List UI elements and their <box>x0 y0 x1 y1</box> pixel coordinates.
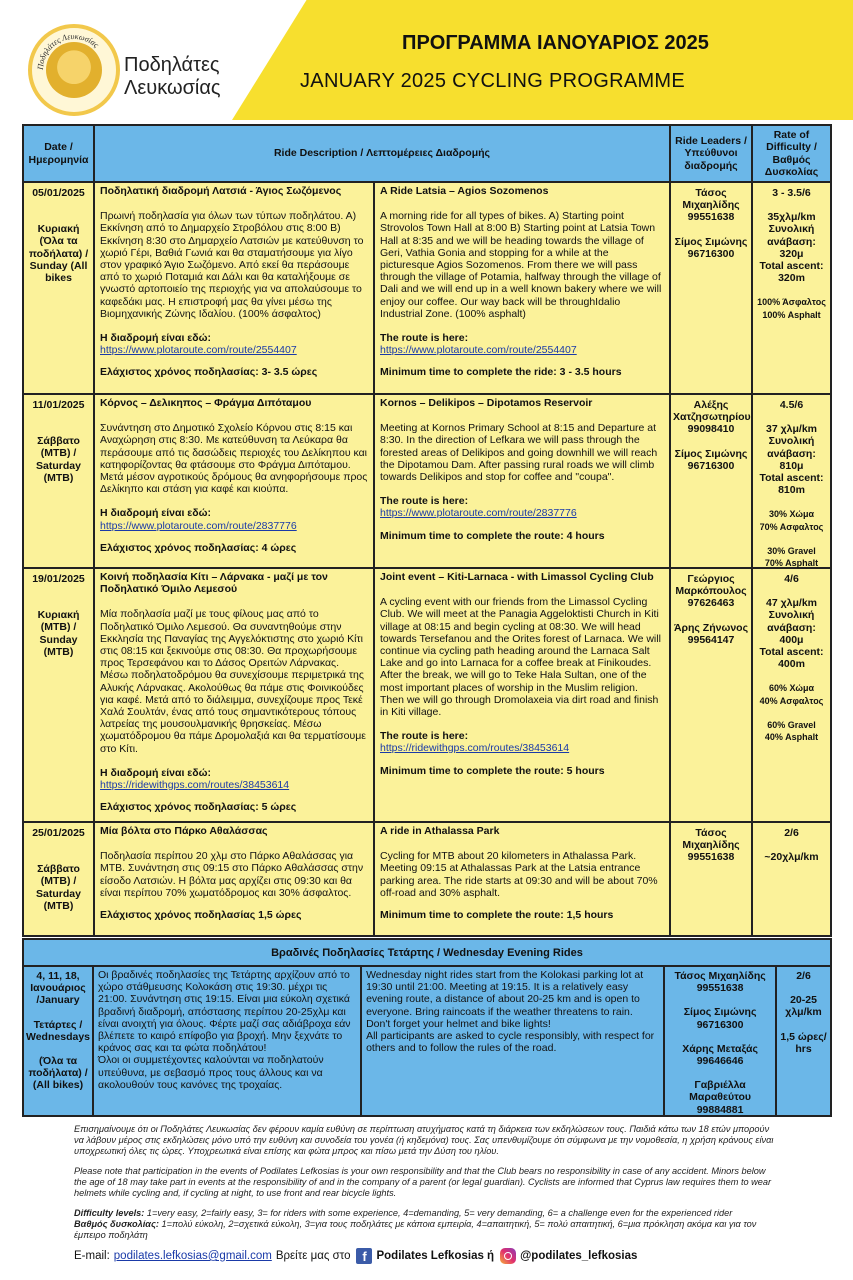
route-link[interactable]: https://www.plotaroute.com/route/2554407 <box>100 344 297 357</box>
ride-title-english: A Ride Latsia – Agios Sozomenos <box>380 185 549 197</box>
difficulty-label-en: Difficulty levels: <box>74 1208 145 1218</box>
wednesday-dates: 4, 11, 18, Ιανουάριος /January <box>30 970 86 1007</box>
difficulty-detail: Total ascent: 810m <box>759 472 824 497</box>
club-name-line1: Ποδηλάτες <box>124 54 220 76</box>
wednesday-leaders <box>665 967 777 1115</box>
leader-phone: 96716300 <box>687 459 735 472</box>
contact-line <box>74 1248 834 1264</box>
wednesday-bikes: (Όλα τα ποδήλατα) / (All bikes) <box>28 1055 88 1092</box>
ride-days: Σάββατο (MTB) / Saturday (MTB) <box>36 863 81 912</box>
route-label: Η διαδρομή είναι εδώ: <box>100 507 212 520</box>
difficulty-text-gr: 1=πολύ εύκολη, 2=σχετικά εύκολη, 3=για τους ποδηλάτες με κάποια εμπειρία, 4=απαιτητική, 5= πολύ απαιτητική, 6=μια πρόκληση ακόμα και για τον έμπειρο ποδηλάτη <box>74 1219 757 1240</box>
difficulty-detail: 47 χλμ/km <box>766 597 817 610</box>
ride-days: Κυριακή (Όλα τα ποδήλατα) / Sunday (All bikes <box>28 223 89 285</box>
route-label: The route is here: <box>380 495 469 508</box>
wednesday-gr-text: Οι βραδινές ποδηλασίες της Τετάρτης αρχίζουν από το χώρο στάθμευσης Κολοκάση στις 19:30. μέχρι τις 21:00. Συνάντηση στις 19:15. Είναι μια εύκολη σχετικά βραδινή διαδρομή, απόστασης περίπου 20-25χλμ και είναι ανοιχτή για όλους. Φέρτε μαζί σας αδιάβροχα εάν βλέπετε το καιρό επίφοβο για βροχή. Μην ξεχνάτε το κράνος σας και τα φώτα ποδηλάτου! <box>98 969 351 1055</box>
leader-name: Γεώργιος Μαρκόπουλος <box>675 573 747 598</box>
ride-title-greek: Κοινή ποδηλασία Κίτι – Λάρνακα - μαζί με τον Ποδηλατικό Όμιλο Λεμεσού <box>100 571 328 596</box>
difficulty-detail: 30% Gravel <box>767 545 816 556</box>
club-name-line2: Λευκωσίας <box>124 77 221 99</box>
min-time-english: Minimum time to complete the route: 5 hours <box>380 764 605 777</box>
ride-date-cell <box>24 569 95 821</box>
wednesday-greek-text <box>94 967 362 1115</box>
ride-text-english: A cycling event with our friends from the Limassol Cycling Club. We will meet at the Panagia Aggeloktisti Church in Kiti village at 08:15 and begin cycling at 08:30. We will head towards Tersefanou and the Orites forest of Larnaca. We will continue via cycling path heading around the Larnaca Salt Lake and go into Larnaca for a coffee break at Finikoudes. After the break, we will go to Teke Hala Sultan, one of the most important places of worship in the Muslim religion. Then we will go through Dromolaxeia via dirt road and finish in Kiti village. <box>380 596 661 719</box>
difficulty-detail: 37 χλμ/km <box>766 423 817 436</box>
ride-date: 25/01/2025 <box>32 827 85 839</box>
leader-name: Χάρης Μεταξάς <box>682 1042 758 1055</box>
route-label: Η διαδρομή είναι εδώ: <box>100 332 212 345</box>
ride-greek-description <box>95 823 375 935</box>
difficulty-text-en: 1=very easy, 2=fairly easy, 3= for riders with some experience, 4=demanding, 5= very demanding, 6= a challenge even for the experienced rider <box>146 1208 733 1218</box>
ride-english-description <box>375 183 671 393</box>
route-label: Η διαδρομή είναι εδώ: <box>100 766 212 779</box>
ride-difficulty <box>753 823 830 935</box>
route-link[interactable]: https://ridewithgps.com/routes/38453614 <box>380 742 570 755</box>
ride-text-greek: Ποδηλασία περίπου 20 χλμ στο Πάρκο Αθαλάσσας για MTB. Συνάντηση στις 09:15 στο Πάρκο Αθαλάσσας στην είσοδο Λατσιών. Η βόλτα μας αρχίζει στις 09:30 και θα είναι περίπου 70% χωματόδρομος και 30% άσφαλτος. <box>100 850 364 899</box>
ride-difficulty <box>753 183 830 393</box>
footer-disclaimer <box>74 1124 774 1241</box>
ride-title-greek: Μία βόλτα στο Πάρκο Αθαλάσσας <box>100 825 268 837</box>
ride-row <box>24 823 830 935</box>
ride-date-cell <box>24 395 95 567</box>
difficulty-legend-gr <box>74 1219 774 1241</box>
club-logo-block <box>24 22 234 132</box>
difficulty-rating: 4.5/6 <box>779 399 804 411</box>
email-label: E-mail: <box>74 1250 110 1262</box>
logo-ring-text-icon <box>32 28 116 112</box>
leader-phone: 99098410 <box>687 423 735 436</box>
wednesday-row <box>24 967 830 1115</box>
leader-name: Σίμος Σιμώνης <box>683 1006 757 1019</box>
ride-text-greek: Συνάντηση στο Δημοτικό Σχολείο Κόρνου στις 8:15 και Αναχώρηση στις 8:30. Με κατεύθυνση τα Λεύκαρα θα περάσουμε από τις δασώδεις περιοχές του Δελίκηπου και κατηφορίζοντας θα φτάσουμε στο Φράγμα Διπόταμου. Μετά μέσον αγροτικούς δρόμους θα ανηφορήσουμε προς Δελίκηπο και στάση για καφέ και κιούπα. <box>100 422 368 496</box>
header-description: Ride Description / Λεπτομέρειες Διαδρομής <box>95 126 671 181</box>
instagram-handle[interactable]: @podilates_lefkosias <box>520 1250 638 1262</box>
ride-text-english: Cycling for MTB about 20 kilometers in Athalassa Park. Meeting 09:15 at Athalassas Park at the Latsia entrance parking area. The ride starts at 09:30 and will be about 70% off-road and 30% asphalt. <box>380 850 658 899</box>
ride-leaders <box>671 823 753 935</box>
difficulty-detail: 60% Gravel <box>767 719 816 730</box>
difficulty-detail: 70% Ασφαλτος <box>759 521 824 532</box>
difficulty-detail: Συνολική ανάβαση: 400μ <box>767 609 816 646</box>
difficulty-detail: 40% Ασφαλτος <box>759 695 824 706</box>
ride-date: 11/01/2025 <box>32 399 85 411</box>
ride-leaders <box>671 395 753 567</box>
min-time-english: Minimum time to complete the route: 1,5 hours <box>380 909 614 922</box>
leader-phone: 99646646 <box>696 1055 744 1068</box>
ride-row <box>24 569 830 823</box>
min-time-greek: Ελάχιστος χρόνος ποδηλασίας: 5 ώρες <box>100 801 297 814</box>
difficulty-detail: Συνολική ανάβαση: 810μ <box>767 435 816 472</box>
leader-phone: 96716300 <box>696 1018 744 1031</box>
disclaimer-greek: Επισημαίνουμε ότι οι Ποδηλάτες Λευκωσίας δεν φέρουν καμία ευθύνη σε περίπτωση ατυχήματος κατά τη διάρκεια των εκδηλώσεων τους. Παιδιά κάτω των 18 ετών μπορούν να λάβουν μέρος στις εκδηλώσεις μόνο υπό την ευθύνη και συνοδεία του γονέα (ή κηδεμόνα) τους. Σας υπενθυμίζουμε ότι σύμφωνα με την νομοθεσία, η χρήση κράνους είναι υποχρεωτική όλες τις ώρες. Υποχρεωτικά είναι επίσης και φώτα μπρος και πίσω μετά την Δύση του ηλίου. <box>74 1124 774 1156</box>
ride-difficulty <box>753 569 830 821</box>
leader-name: Γαβριέλλα Μαραθεύτου <box>689 1079 751 1104</box>
ride-greek-description <box>95 569 375 821</box>
route-link[interactable]: https://www.plotaroute.com/route/2554407 <box>380 344 577 357</box>
difficulty-detail: 20-25 χλμ/km <box>785 994 822 1019</box>
page-title-greek: ΠΡΟΓΡΑΜΜΑ ΙΑΝΟΥΑΡΙΟΣ 2025 <box>402 32 709 54</box>
ride-days: Σάββατο (MTB) / Saturday (MTB) <box>36 435 81 484</box>
leader-name: Τάσος Μιχαηλίδης <box>682 827 740 852</box>
difficulty-detail: Total ascent: 320m <box>759 260 824 285</box>
ride-english-description <box>375 569 671 821</box>
difficulty-rating: 4/6 <box>784 573 799 585</box>
ride-title-greek: Κόρνος – Δελικηπος – Φράγμα Διπόταμου <box>100 397 312 409</box>
leader-phone: 96716300 <box>687 247 735 260</box>
ride-leaders <box>671 569 753 821</box>
min-time-greek: Ελάχιστος χρόνος ποδηλασίας: 3- 3.5 ώρες <box>100 366 318 379</box>
ride-date-cell <box>24 823 95 935</box>
svg-text:Ποδηλάτες Λευκωσίας: Ποδηλάτες Λευκωσίας <box>35 31 101 71</box>
ride-row <box>24 183 830 395</box>
leader-name: Σίμος Σιμώνης <box>674 235 748 248</box>
wednesday-days: Τετάρτες / Wednesdays <box>26 1018 90 1043</box>
ride-date: 19/01/2025 <box>32 573 85 585</box>
difficulty-rating: 2/6 <box>796 970 811 982</box>
page-title-english: JANUARY 2025 CYCLING PROGRAMME <box>300 70 686 92</box>
ride-title-greek: Ποδηλατική διαδρομή Λατσιά - Άγιος Σωζόμενος <box>100 185 342 197</box>
difficulty-detail: 40% Asphalt <box>764 732 819 743</box>
ride-leaders <box>671 183 753 393</box>
instagram-icon[interactable] <box>500 1248 516 1264</box>
ride-date: 05/01/2025 <box>32 187 85 199</box>
ride-greek-description <box>95 183 375 393</box>
ride-row <box>24 395 830 569</box>
difficulty-detail: 30% Χώμα <box>768 509 815 520</box>
wednesday-en-text: Wednesday night rides start from the Kolokasi parking lot at 19:30 until 21:00. Meeting at 19:15. It is a relatively easy evening route, a distance of about 20-25 km and is open to everyone. Bring raincoats if the weather threatens to rain. Don't forget your helmet and bike lights! <box>366 969 644 1030</box>
ride-text-greek: Πρωινή ποδηλασία για όλων των τύπων ποδηλάτου. Α) Εκκίνηση από το Δημαρχείο Στροβόλου στις 8:00 Β) Εκκίνηση 8:30 στο Δημαρχείο Λατσιών με κατεύθυνση το χωριό Γέρι, Βαθιά Γωνιά και θα σταματήσουμε για λίγο στον γραφικό Άγιο Σωζόμενο. Από εκεί θα περάσουμε από το χωριό Ποταμιά και Δάλι και θα καταλήξουμε σε γνωστό αρτοποιείο της περιοχής για να απολαύσουμε το καφεδάκι μας. Η επιστροφή μας θα γίνει μέσω της Βιομηχανικής Ζώνης Ιδαλίου. (100% άσφαλτος) <box>100 210 364 320</box>
banner-background <box>232 0 853 120</box>
min-time-greek: Ελάχιστος χρόνος ποδηλασίας: 4 ώρες <box>100 541 297 554</box>
ride-title-english: Kornos – Delikipos – Dipotamos Reservoir <box>380 397 593 409</box>
ride-english-description <box>375 823 671 935</box>
route-link[interactable]: https://www.plotaroute.com/route/2837776 <box>380 507 577 520</box>
ride-title-english: Joint event – Kiti-Larnaca - with Limassol Cycling Club <box>380 571 654 583</box>
ride-date-cell <box>24 183 95 393</box>
wednesday-rate <box>777 967 830 1115</box>
leader-name: Αλέξης Χατζησωτηρίου <box>673 399 751 424</box>
wednesday-en-text2: All participants are asked to cycle responsibly, with respect for others and to follow the rules of the road. <box>366 1030 655 1055</box>
ride-days: Κυριακή (MTB) / Sunday (MTB) <box>37 609 80 658</box>
ride-text-greek: Μία ποδηλασία μαζί με τους φίλους μας από το Ποδηλατικό Όμιλο Λεμεσού. Θα συναντηθούμε στην Εκκλησία της Παναγίας της Αγγελόκτιστης στο χωριό Κίτι στις 08:15 και ξεκινούμε στις 08:30. Θα προχωρήσουμε προς Τερσεφάνου και το Δάσος Ορειτών Λάρνακας. Μέσω ποδηλατοδρόμου θα συνεχίσουμε περιμετρικά της Αλυκής Λάρνακας. Ακολούθως θα πάμε στις Φοινικούδες για καφέ. Μετά από το διάλειμμα, συνεχίζουμε προς Τεκέ Χαλά Σουλτάν, ένας από τους σημαντικότερους τόπους λατρείας της μουσουλμανικής θρησκείας. Μέσω χωματόδρομου θα πάμε Δρομολαξιά και θα τερματίσουμε στο Κίτι. <box>100 608 366 755</box>
wednesday-table <box>22 938 832 1117</box>
wednesday-date-cell <box>24 967 94 1115</box>
table-header-row <box>24 126 830 183</box>
ride-title-english: A ride in Athalassa Park <box>380 825 500 837</box>
rides-table <box>22 124 832 937</box>
min-time-greek: Ελάχιστος χρόνος ποδηλασίας 1,5 ώρες <box>100 909 302 922</box>
ride-rows <box>24 183 830 935</box>
difficulty-detail: 1,5 ώρες/ hrs <box>780 1030 827 1055</box>
leader-name: Τάσος Μιχαηλίδης <box>682 187 740 212</box>
route-link[interactable]: https://www.plotaroute.com/route/2837776 <box>100 519 297 532</box>
email-link[interactable]: podilates.lefkosias@gmail.com <box>113 1250 272 1262</box>
difficulty-rating: 3 - 3.5/6 <box>772 187 811 199</box>
difficulty-detail: 60% Χώμα <box>768 683 815 694</box>
ride-greek-description <box>95 395 375 567</box>
leader-phone: 97626463 <box>687 597 735 610</box>
ride-text-english: A morning ride for all types of bikes. A) Starting point Strovolos Town Hall at 8:00 B) Starting point at Latsia Town Hall at 8:35 and we will be heading towards the village of Geri, Vathia Gonia and stopping for a while at the picturesque Agios Sozomenos. From there we will pass through the village of Potamia, halfway through the village of Dali and we will end up in a well known bakery where we will enjoy our coffee. Our way back will be throughIdalio Industrial Zone. (100% asphalt) <box>380 210 662 320</box>
ride-text-english: Meeting at Kornos Primary School at 8:15 and Departure at 8:30. In the direction of Lefkara we will pass through the forested areas of Delikipos and going downhill we will reach the Dipotamou Dam. After passing rural roads we will climb towards Delikipos and stop for coffee and "coupa". <box>380 422 658 484</box>
ride-english-description <box>375 395 671 567</box>
difficulty-label-gr: Βαθμός δυσκολίας: <box>74 1219 159 1229</box>
leader-phone: 99551638 <box>687 851 735 864</box>
disclaimer-english: Please note that participation in the events of Podilates Lefkosias is your own responsibility and that the Club bears no responsibility in case of any accident. Minors below the age of 18 may take part in events at the responsibility of and in the company of a parent (or legal guardian). Cyclists are informed that Cyprus law requires them to wear helmets while cycling and, if cycling at night, to use front and rear bicycle lights. <box>74 1166 772 1198</box>
facebook-handle[interactable]: Podilates Lefkosias ή <box>376 1250 495 1262</box>
ride-difficulty <box>753 395 830 567</box>
header-leaders: Ride Leaders / Υπεύθυνοι διαδρομής <box>671 126 753 181</box>
title-banner <box>232 0 853 120</box>
route-label: The route is here: <box>380 332 469 345</box>
leader-phone: 99551638 <box>696 982 744 995</box>
difficulty-detail: 35χλμ/km <box>767 211 816 224</box>
leader-name: Άρης Ζήνωνος <box>673 621 749 634</box>
route-link[interactable]: https://ridewithgps.com/routes/38453614 <box>100 779 290 792</box>
difficulty-detail: ~20χλμ/km <box>764 851 819 864</box>
find-us-text: Βρείτε μας στο <box>275 1250 351 1262</box>
difficulty-detail: Συνολική ανάβαση: 320μ <box>767 223 816 260</box>
wednesday-english-text <box>362 967 665 1115</box>
wednesday-gr-text2: Όλοι οι συμμετέχοντες καλούνται να ποδηλατούν υπεύθυνα, με σεβασμό προς τους άλλους και να ακολουθούν τους κανόνες της τροχαίας. <box>98 1054 324 1091</box>
min-time-english: Minimum time to complete the ride: 3 - 3.5 hours <box>380 366 622 379</box>
difficulty-detail: 100% Άσφαλτος <box>757 297 826 308</box>
difficulty-rating: 2/6 <box>784 827 799 839</box>
leader-name: Τάσος Μιχαηλίδης <box>674 970 766 982</box>
difficulty-detail: 100% Asphalt <box>762 309 821 320</box>
club-logo <box>28 24 120 116</box>
difficulty-legend-en <box>74 1208 774 1219</box>
difficulty-detail: 70% Asphalt <box>764 558 819 569</box>
club-name <box>124 54 221 100</box>
difficulty-detail: Total ascent: 400m <box>759 646 824 671</box>
leader-phone: 99564147 <box>687 633 735 646</box>
leader-name: Σίμος Σιμώνης <box>674 447 748 460</box>
header-date: Date / Ημερομηνία <box>24 126 95 181</box>
leader-phone: 99551638 <box>687 211 735 224</box>
facebook-icon[interactable]: f <box>356 1248 372 1264</box>
route-label: The route is here: <box>380 730 469 743</box>
min-time-english: Minimum time to complete the route: 4 hours <box>380 529 605 542</box>
leader-phone: 99884881 <box>696 1103 744 1116</box>
wednesday-title: Βραδινές Ποδηλασίες Τετάρτης / Wednesday Evening Rides <box>24 940 830 967</box>
header-difficulty: Rate of Difficulty / Βαθμός Δυσκολίας <box>764 129 819 178</box>
